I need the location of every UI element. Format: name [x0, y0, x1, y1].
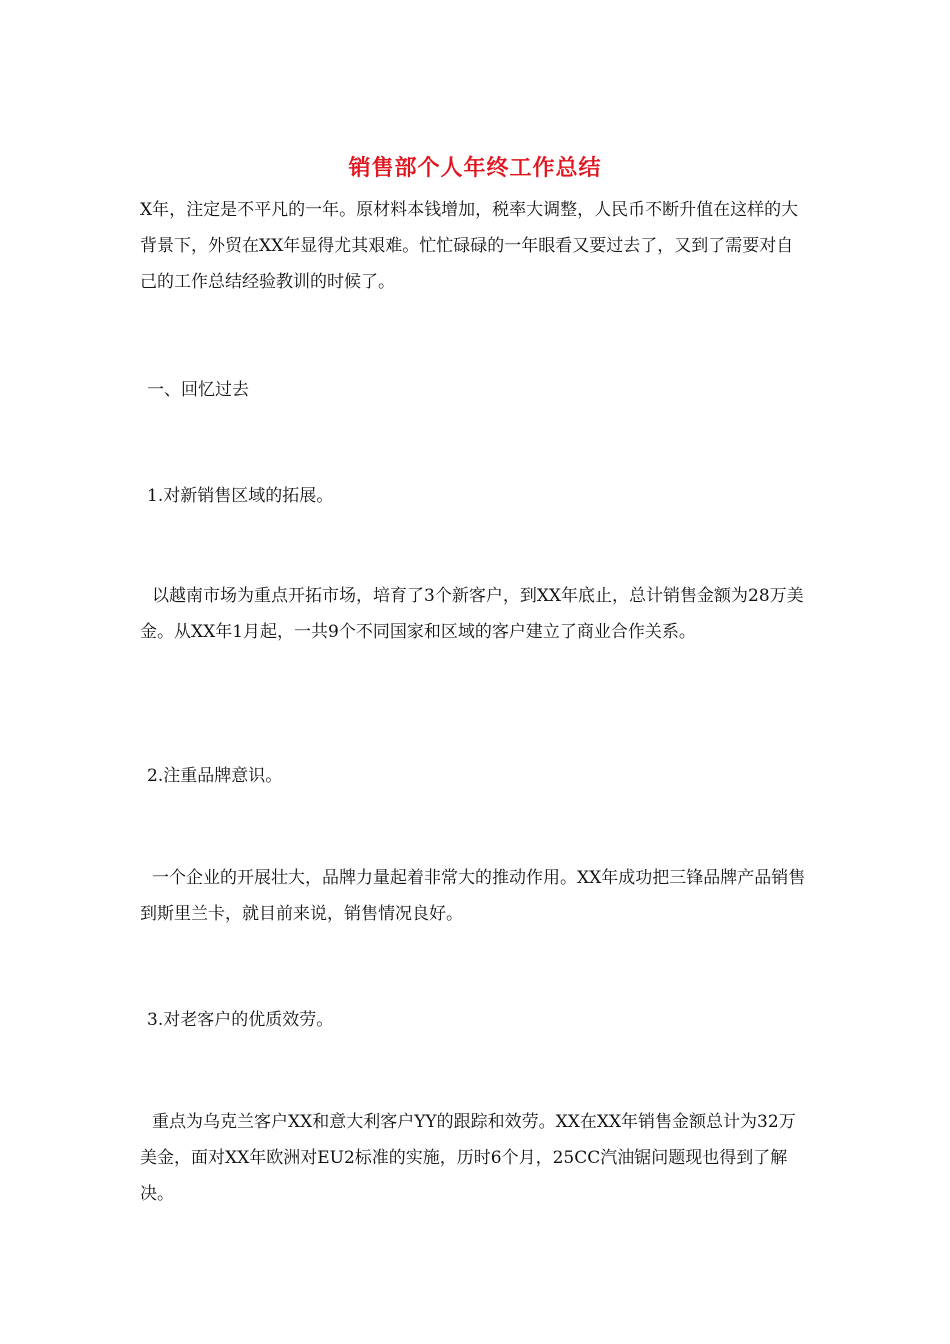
item-heading-1: 1.对新销售区域的拓展。: [147, 486, 334, 506]
section-heading-review: 一、回忆过去: [147, 380, 249, 400]
item-body-1: 以越南市场为重点开拓市场，培育了3个新客户，到XX年底止，总计销售金额为28万美金。从XX年1月起，一共9个不同国家和区域的客户建立了商业合作关系。: [140, 586, 804, 642]
item-body-3: 重点为乌克兰客户XX和意大利客户YY的跟踪和效劳。XX在XX年销售金额总计为32万美金，面对XX年欧洲对EU2标准的实施，历时6个月，25CC汽油锯问题现也得到了解决。: [140, 1112, 796, 1204]
item-heading-3: 3.对老客户的优质效劳。: [147, 1010, 334, 1030]
document-title: 销售部个人年终工作总结: [348, 155, 602, 181]
intro-paragraph: X年，注定是不平凡的一年。原材料本钱增加，税率大调整，人民币不断升值在这样的大背景下，外贸在XX年显得尤其艰难。忙忙碌碌的一年眼看又要过去了，又到了需要对自己的工作总结经验教训的时候了。: [140, 200, 799, 292]
item-heading-2: 2.注重品牌意识。: [147, 766, 283, 786]
item-body-2: 一个企业的开展壮大，品牌力量起着非常大的推动作用。XX年成功把三锋品牌产品销售到斯里兰卡，就目前来说，销售情况良好。: [140, 868, 806, 924]
